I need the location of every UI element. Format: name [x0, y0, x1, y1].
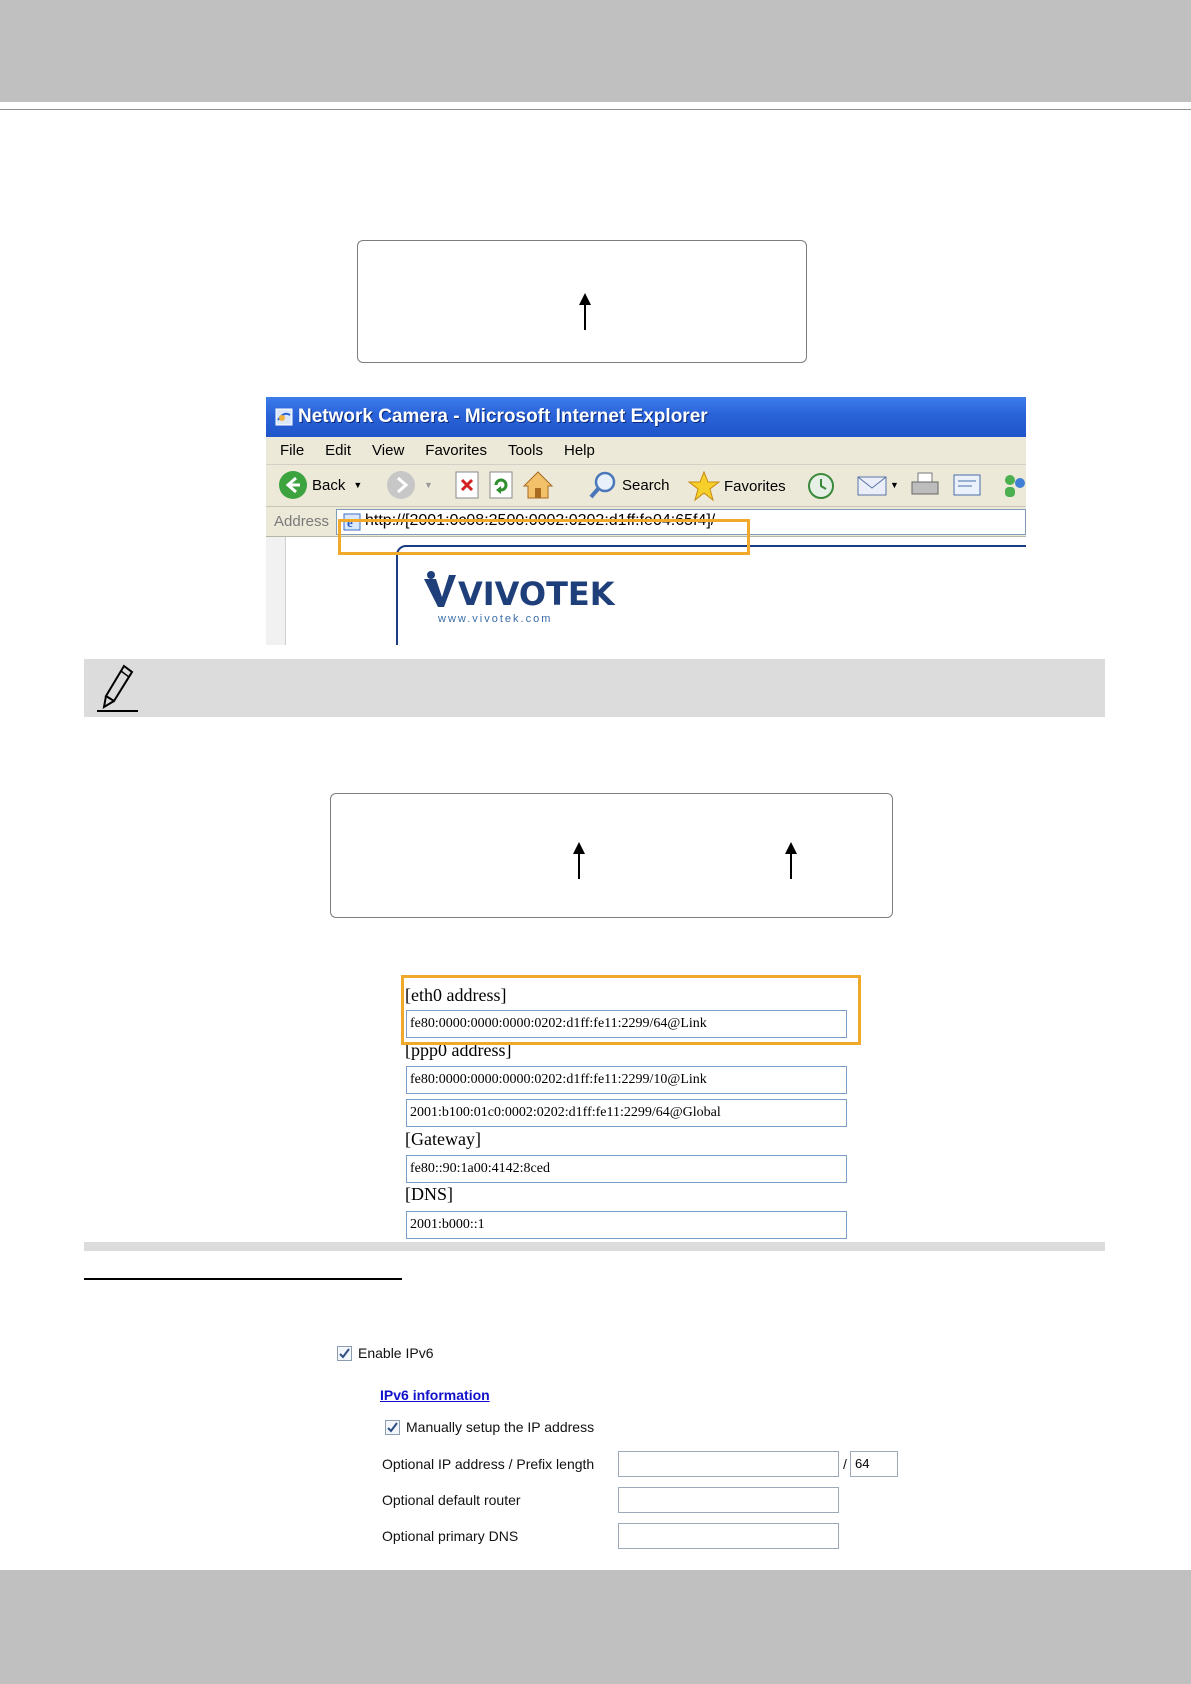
history-button[interactable]	[806, 471, 836, 501]
section-divider	[84, 1242, 1105, 1251]
home-button[interactable]	[522, 470, 554, 500]
header-rule	[0, 109, 1191, 110]
search-icon	[588, 470, 618, 500]
enable-ipv6-row[interactable]	[337, 1345, 434, 1361]
eth0-highlight-box	[401, 975, 861, 1045]
forward-arrow-icon	[386, 470, 416, 500]
menu-help[interactable]: Help	[564, 442, 595, 459]
menu-file[interactable]: File	[280, 442, 305, 459]
enable-ipv6-checkbox[interactable]	[337, 1346, 352, 1361]
favorites-label: Favorites	[724, 477, 786, 495]
menu-edit[interactable]: Edit	[325, 442, 352, 459]
ie-title-bar	[266, 397, 1026, 437]
manual-setup-checkbox[interactable]	[385, 1420, 400, 1435]
history-icon	[806, 471, 836, 501]
mail-button[interactable]	[856, 471, 899, 499]
svg-text:e: e	[347, 515, 353, 530]
footer-band	[0, 1570, 1191, 1684]
primary-dns-label: Optional primary DNS	[382, 1528, 519, 1544]
optional-ip-label: Optional IP address / Prefix length	[382, 1456, 595, 1472]
chevron-down-icon: ▼	[424, 480, 433, 490]
messenger-icon	[1000, 471, 1026, 499]
forward-button[interactable]	[386, 470, 433, 500]
menu-view[interactable]: View	[372, 442, 405, 459]
primary-dns-input[interactable]	[618, 1523, 839, 1549]
messenger-button[interactable]	[1000, 471, 1026, 499]
edit-page-icon	[952, 471, 982, 499]
ie-window-title: Network Camera - Microsoft Internet Explorer	[298, 406, 708, 427]
menu-favorites[interactable]: Favorites	[425, 442, 487, 459]
chevron-down-icon: ▼	[890, 480, 899, 490]
gateway-field: fe80::90:1a00:4142:8ced	[406, 1155, 847, 1183]
home-icon	[522, 470, 554, 500]
back-label: Back	[312, 476, 346, 494]
arrow-up-icon	[569, 842, 589, 880]
default-router-label: Optional default router	[382, 1492, 521, 1508]
ie-toolbar	[266, 465, 1026, 507]
subtitle-underline	[84, 1278, 402, 1280]
arrow-up-icon	[575, 293, 595, 331]
address-highlight-box	[338, 519, 750, 555]
manual-setup-label: Manually setup the IP address	[406, 1419, 595, 1435]
vivotek-header-panel	[396, 545, 1026, 645]
print-button[interactable]	[910, 471, 940, 499]
search-button[interactable]	[588, 470, 670, 500]
arrow-up-icon	[781, 842, 801, 880]
ie-page-margin	[266, 537, 286, 645]
vivotek-url: www.vivotek.com	[438, 613, 553, 625]
address-format-callout	[330, 793, 893, 918]
eth0-address-field: fe80:0000:0000:0000:0202:d1ff:fe11:2299/64@Link	[406, 1010, 847, 1038]
stop-icon	[454, 471, 480, 499]
eth0-label: [eth0 address]	[405, 985, 507, 1005]
ppp0-label: [ppp0 address]	[405, 1040, 512, 1060]
mail-icon	[856, 471, 888, 499]
ppp0-global-address-field: 2001:b100:01c0:0002:0202:d1ff:fe11:2299/64@Global	[406, 1099, 847, 1127]
prefix-length-input[interactable]: 64	[850, 1451, 898, 1477]
stop-button[interactable]	[454, 471, 480, 499]
print-icon	[910, 471, 940, 499]
optional-ip-input[interactable]	[618, 1451, 839, 1477]
ppp0-link-address-field: fe80:0000:0000:0000:0202:d1ff:fe11:2299/10@Link	[406, 1066, 847, 1094]
ie-page-icon	[274, 407, 294, 427]
chevron-down-icon: ▼	[353, 480, 363, 490]
checkmark-icon	[339, 1348, 350, 1359]
address-url: http://[2001:0c08:2500:0002:0202:d1ff:fe04:65f4]/	[365, 512, 716, 529]
checkmark-icon	[387, 1422, 398, 1433]
back-button[interactable]	[278, 470, 362, 500]
refresh-icon	[488, 471, 514, 499]
enable-ipv6-label: Enable IPv6	[358, 1345, 434, 1361]
edit-button[interactable]	[952, 471, 982, 499]
vivotek-logo	[422, 569, 622, 619]
header-band	[0, 0, 1191, 102]
pencil-note-icon	[94, 663, 140, 713]
back-arrow-icon	[278, 470, 308, 500]
dns-field: 2001:b000::1	[406, 1211, 847, 1239]
address-label: Address	[274, 513, 330, 530]
gateway-label: [Gateway]	[405, 1129, 481, 1149]
note-band	[84, 659, 1105, 717]
svg-text:VIVOTEK: VIVOTEK	[458, 575, 615, 613]
default-router-input[interactable]	[618, 1487, 839, 1513]
refresh-button[interactable]	[488, 471, 514, 499]
favorites-star-icon	[688, 470, 720, 502]
search-label: Search	[622, 476, 670, 494]
prefix-separator: /	[843, 1456, 847, 1472]
ipv6-information-link[interactable]: IPv6 information	[380, 1387, 490, 1403]
manual-setup-row[interactable]	[385, 1419, 594, 1435]
ie-menu-bar	[266, 437, 1026, 465]
favorites-button[interactable]	[688, 470, 786, 502]
dns-label: [DNS]	[405, 1184, 453, 1204]
menu-tools[interactable]: Tools	[507, 442, 543, 459]
